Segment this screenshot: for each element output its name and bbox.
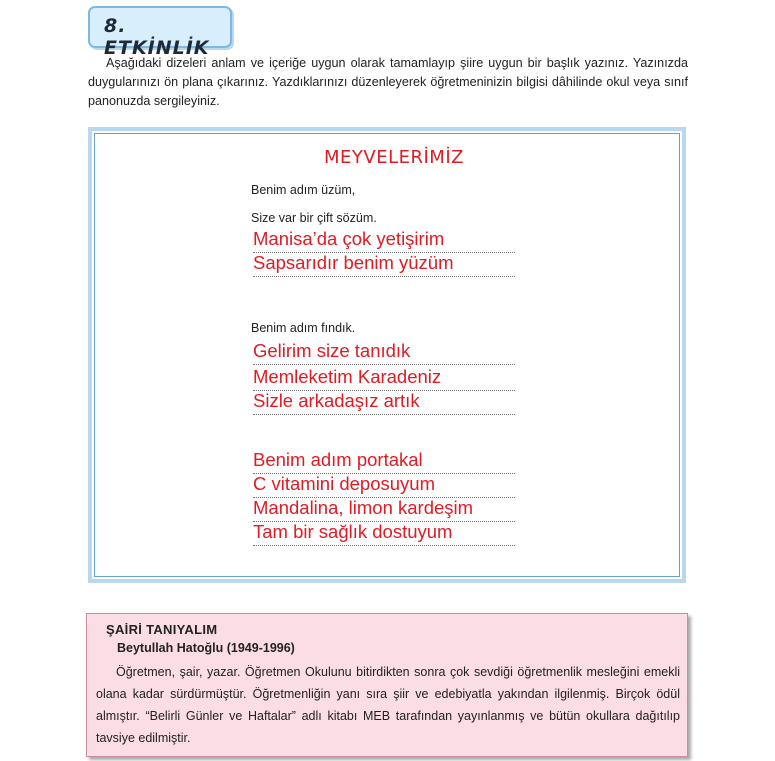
poem-printed-line: Size var bir çift sözüm.	[251, 211, 377, 225]
poem-answer-line: Gelirim size tanıdık	[253, 340, 515, 365]
poem-answer-line: Sizle arkadaşız artık	[253, 390, 515, 415]
activity-title: 8. ETKİNLİK	[104, 15, 210, 59]
poet-bio: Öğretmen, şair, yazar. Öğretmen Okulunu bitirdikten sonra çok sevdiği öğretmenlik mesleğini emekli olana kadar sürdürmüştür. Öğretmenliğin yanı sıra şiir ve edebiyatla yakından ilgilenmiş. Birçok ödül almıştır. “Belirli Günler ve Haftalar” adlı kitabı MEB tarafından yayınlanmış ve bütün okullara dağıtılıp tavsiye edilmiştir.	[96, 665, 680, 745]
poem-title: MEYVELERİMİZ	[324, 147, 464, 168]
instructions-text: Aşağıdaki dizeleri anlam ve içeriğe uygun olarak tamamlayıp şiire uygun bir başlık yazınız. Yazınızda duygularınızı ön plana çıkarınız. Yazdıklarınızı düzenleyerek öğretmeninizin bilgisi dâhilinde okul veya sınıf panonuzda sergileyiniz.	[88, 56, 688, 108]
poem-answer-line: Memleketim Karadeniz	[253, 366, 515, 391]
poem-answer-line: Sapsarıdır benim yüzüm	[253, 252, 515, 277]
poem-answer-line: Mandalina, limon kardeşim	[253, 497, 515, 522]
poet-heading: ŞAİRİ TANIYALIM	[106, 622, 218, 637]
poem-answer-line: Benim adım portakal	[253, 449, 515, 474]
activity-badge	[88, 6, 232, 59]
poem-answer-line: Manisa’da çok yetişirim	[253, 228, 515, 253]
poem-answer-line: C vitamini deposuyum	[253, 473, 515, 498]
poem-printed-line: Benim adım üzüm,	[251, 183, 356, 197]
poem-printed-line: Benim adım fındık.	[251, 321, 356, 335]
poem-answer-line: Tam bir sağlık dostuyum	[253, 521, 515, 546]
poet-name: Beytullah Hatoğlu (1949-1996)	[117, 641, 295, 655]
